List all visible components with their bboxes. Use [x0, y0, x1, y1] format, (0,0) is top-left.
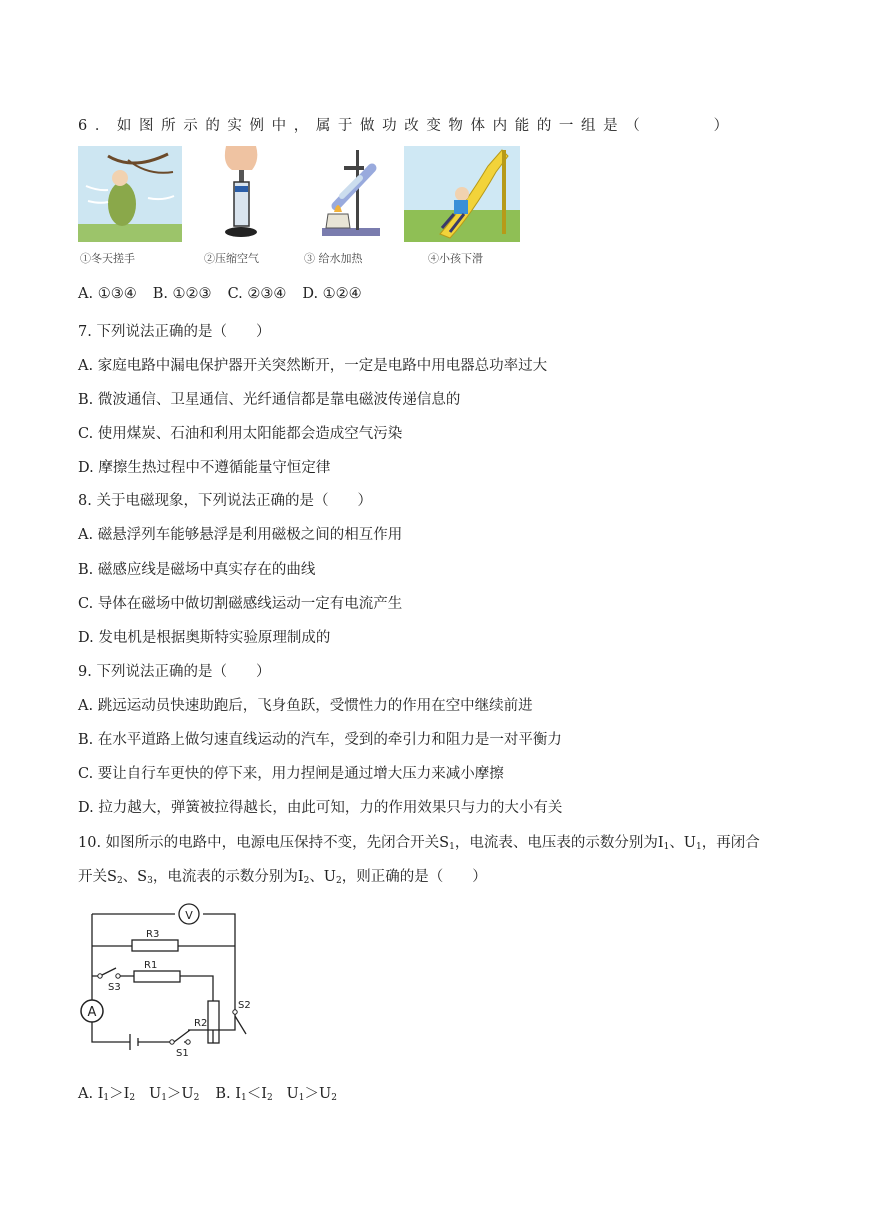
resistor-r3 — [132, 940, 178, 951]
label-r1: R1 — [144, 960, 158, 971]
q9-option-b: B. 在水平道路上做匀速直线运动的汽车，受到的牵引力和阻力是一对平衡力 — [78, 732, 562, 748]
label-s1: S1 — [176, 1048, 189, 1059]
ammeter-label: A — [87, 1005, 97, 1020]
resistor-r1 — [134, 971, 180, 982]
q8-option-c: C. 导体在磁场中做切割磁感线运动一定有电流产生 — [78, 596, 403, 612]
q7-stem: 7. 下列说法正确的是（ ） — [78, 324, 271, 340]
label-s2: S2 — [238, 1000, 251, 1011]
q6-option-a: A. ①③④ — [78, 286, 137, 302]
label-r3: R3 — [146, 929, 160, 940]
q9-stem: 9. 下列说法正确的是（ ） — [78, 664, 271, 680]
voltmeter-label: V — [185, 909, 193, 922]
q7-option-d: D. 摩擦生热过程中不遵循能量守恒定律 — [78, 460, 331, 476]
circuit-diagram — [70, 900, 260, 1060]
q6-option-b: B. ①②③ — [152, 286, 212, 302]
picture-compress-air — [212, 146, 270, 242]
caption-3: ③ 给水加热 — [304, 252, 363, 265]
q8-option-b: B. 磁感应线是磁场中真实存在的曲线 — [78, 562, 316, 578]
caption-1: ①冬天搓手 — [80, 252, 135, 265]
q10-option-a: A. $I_1>I_2$ $U_1>U_2$ — [78, 1086, 200, 1103]
picture-child-slide — [404, 146, 520, 242]
q8-option-a: A. 磁悬浮列车能够悬浮是利用磁极之间的相互作用 — [78, 527, 403, 543]
q10-options — [78, 1082, 337, 1103]
q7-option-b: B. 微波通信、卫星通信、光纤通信都是靠电磁波传递信息的 — [78, 392, 461, 408]
label-s3: S3 — [108, 982, 121, 993]
q9-option-d: D. 拉力越大，弹簧被拉得越长，由此可知，力的作用效果只与力的大小有关 — [78, 800, 563, 816]
q7-option-c: C. 使用煤炭、石油和利用太阳能都会造成空气污染 — [78, 426, 403, 442]
caption-2: ②压缩空气 — [204, 252, 259, 265]
q8-option-d: D. 发电机是根据奥斯特实验原理制成的 — [78, 630, 331, 646]
q9-option-a: A. 跳远运动员快速助跑后，飞身鱼跃，受惯性力的作用在空中继续前进 — [78, 698, 533, 714]
q6-option-c: C. ②③④ — [227, 286, 287, 302]
caption-4: ④小孩下滑 — [428, 252, 483, 265]
label-r2: R2 — [194, 1018, 208, 1029]
q6-option-d: D. ①②④ — [302, 286, 362, 302]
q9-option-c: C. 要让自行车更快的停下来，用力捏闸是通过增大压力来减小摩擦 — [78, 766, 504, 782]
q8-stem: 8. 关于电磁现象，下列说法正确的是（ ） — [78, 493, 372, 509]
picture-rubbing-hands — [78, 146, 182, 242]
q10-option-b: B. $I_1<I_2$ $U_1>U_2$ — [215, 1086, 337, 1103]
q6-stem: 6．如图所示的实例中，属于做功改变物体内能的一组是（ ） — [78, 118, 736, 134]
picture-heating-water — [312, 146, 388, 242]
q10-stem-line1: 10. 如图所示的电路中，电源电压保持不变，先闭合开关$S_1$，电流表、电压表的示数分别为$I_1$、$U_1$，再闭合 — [78, 835, 760, 852]
q6-options — [78, 286, 362, 302]
q7-option-a: A. 家庭电路中漏电保护器开关突然断开，一定是电路中用电器总功率过大 — [78, 358, 548, 374]
q10-stem-line2: 开关$S_2$、$S_3$，电流表的示数分别为$I_2$、$U_2$，则正确的是（ ） — [78, 869, 487, 886]
